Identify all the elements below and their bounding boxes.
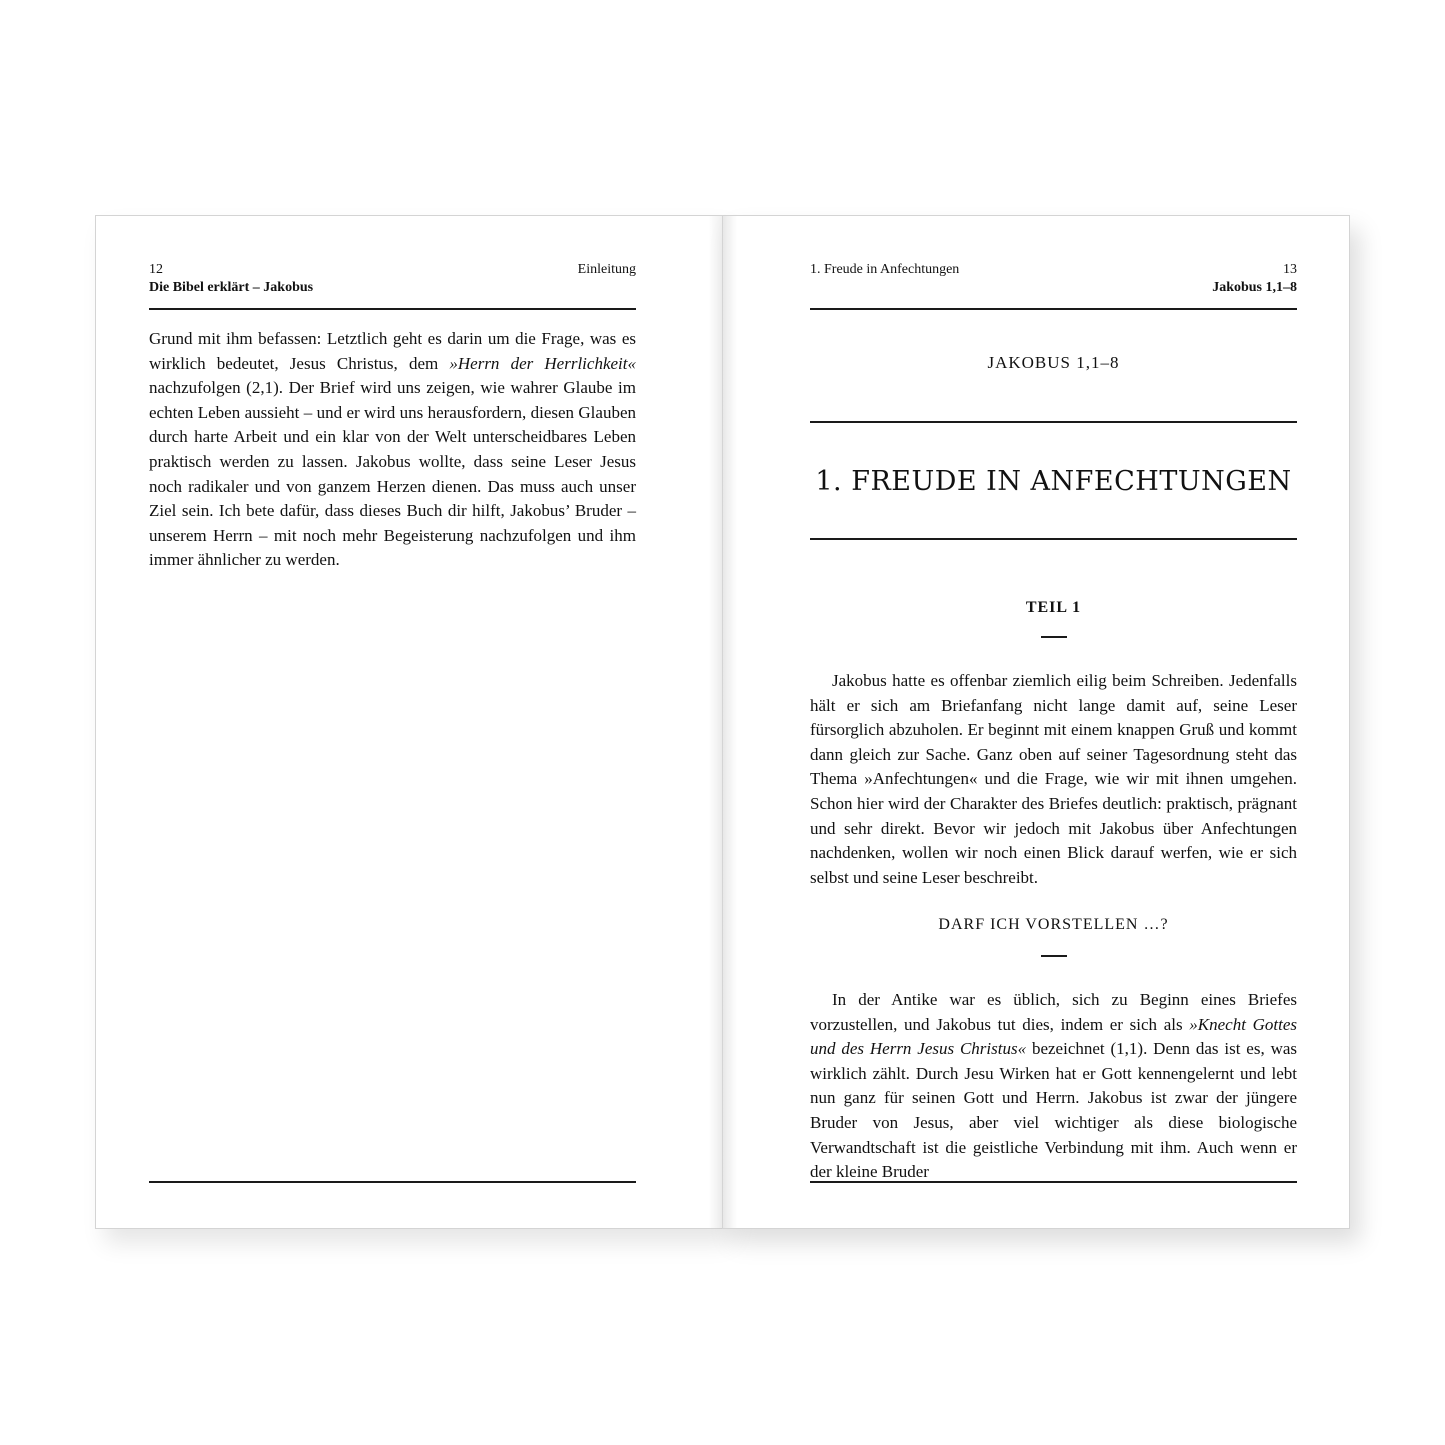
section-label: Einleitung <box>577 262 636 277</box>
book-title: Die Bibel erklärt – Jakobus <box>149 280 314 295</box>
quote: »Knecht Gottes und des Herrn Jesus Christus« <box>810 1014 1297 1059</box>
page-number: 13 <box>1283 262 1297 277</box>
paragraph: Jakobus hatte es offenbar ziemlich eilig beim Schreiben. Jedenfalls hält er sich am Briefanfang nicht lange damit auf, seine Leser fürsorglich abzuholen. Er beginnt mit einem knappen Gruß und kommt dann gleich zur Sache. Ganz oben auf seiner Tagesordnung steht das Thema »Anfechtungen« und die Frage, wie wir mit ihnen umgehen. Schon hier wird der Charakter des Briefes deutlich: praktisch, prägnant und sehr direkt. Bevor wir jedoch mit Jakobus über Anfechtungen nachdenken, wollen wir noch einen Blick darauf werfen, wie er sich selbst und seine Leser beschreibt. <box>810 671 1297 887</box>
gutter-shadow <box>708 216 722 1228</box>
left-running-header <box>149 261 636 310</box>
right-page <box>722 215 1350 1229</box>
quote: »Herrn der Herrlichkeit« <box>449 353 636 373</box>
subheading-dash <box>1041 955 1067 957</box>
passage-reference: Jakobus 1,1–8 <box>1212 280 1297 295</box>
footer-rule <box>149 1181 636 1183</box>
right-running-header <box>810 261 1297 310</box>
footer-rule <box>810 1181 1297 1183</box>
right-body-text-1 <box>810 669 1297 890</box>
left-page-content <box>149 216 636 1228</box>
chapter-rule-top <box>810 421 1297 423</box>
part-dash <box>1041 636 1067 638</box>
right-body-text-2 <box>810 988 1297 1185</box>
page-number: 12 <box>149 262 163 277</box>
open-book <box>95 215 1350 1229</box>
left-header-left <box>149 261 313 297</box>
paragraph: In der Antike war es üblich, sich zu Beginn eines Briefes vorzustellen, und Jakobus tut dies, indem er sich als »Knecht Gottes und des Herrn Jesus Christus« bezeichnet (1,1). Denn das ist es, was wirklich zählt. Durch Jesu Wirken hat er Gott kennengelernt und lebt nun ganz für seinen Gott und Herrn. Jakobus ist zwar der jüngere Bruder von Jesus, aber viel wichtiger als diese biologische Verwandtschaft ist die geistliche Verbindung mit ihm. Auch wenn er der kleine Bruder <box>810 990 1298 1182</box>
subheading: DARF ICH VORSTELLEN …? <box>938 916 1169 933</box>
chapter-title: 1. FREUDE IN ANFECHTUNGEN <box>815 466 1292 497</box>
left-page <box>95 215 722 1229</box>
chapter-rule-bottom <box>810 538 1297 540</box>
part-label: TEIL 1 <box>1025 599 1082 616</box>
left-body-text <box>149 327 636 573</box>
paragraph: Grund mit ihm befassen: Letztlich geht es darin um die Frage, was es wirklich bedeutet, Jesus Christus, dem »Herrn der Herrlichkeit« nachzufolgen (2,1). Der Brief wird uns zeigen, wie wahrer Glaube im echten Leben aussieht – und er wird uns herausfordern, diesen Glauben durch harte Arbeit und ein klar von der Welt unterscheidbares Leben praktisch werden zu lassen. Jakobus wollte, dass seine Leser Jesus noch radikaler und von ganzem Herzen dienen. Das muss auch unser Ziel sein. Ich bete dafür, dass dieses Buch dir hilft, Jakobus’ Bruder – unserem Herrn – mit noch mehr Begeisterung nachzufolgen und ihm immer ähnlicher zu werden. <box>149 329 636 570</box>
gutter-shadow <box>723 216 737 1228</box>
right-header-right <box>1212 261 1297 297</box>
right-page-content <box>810 216 1297 1228</box>
running-title: 1. Freude in Anfechtungen <box>810 262 960 277</box>
chapter-reference: JAKOBUS 1,1–8 <box>987 353 1120 372</box>
